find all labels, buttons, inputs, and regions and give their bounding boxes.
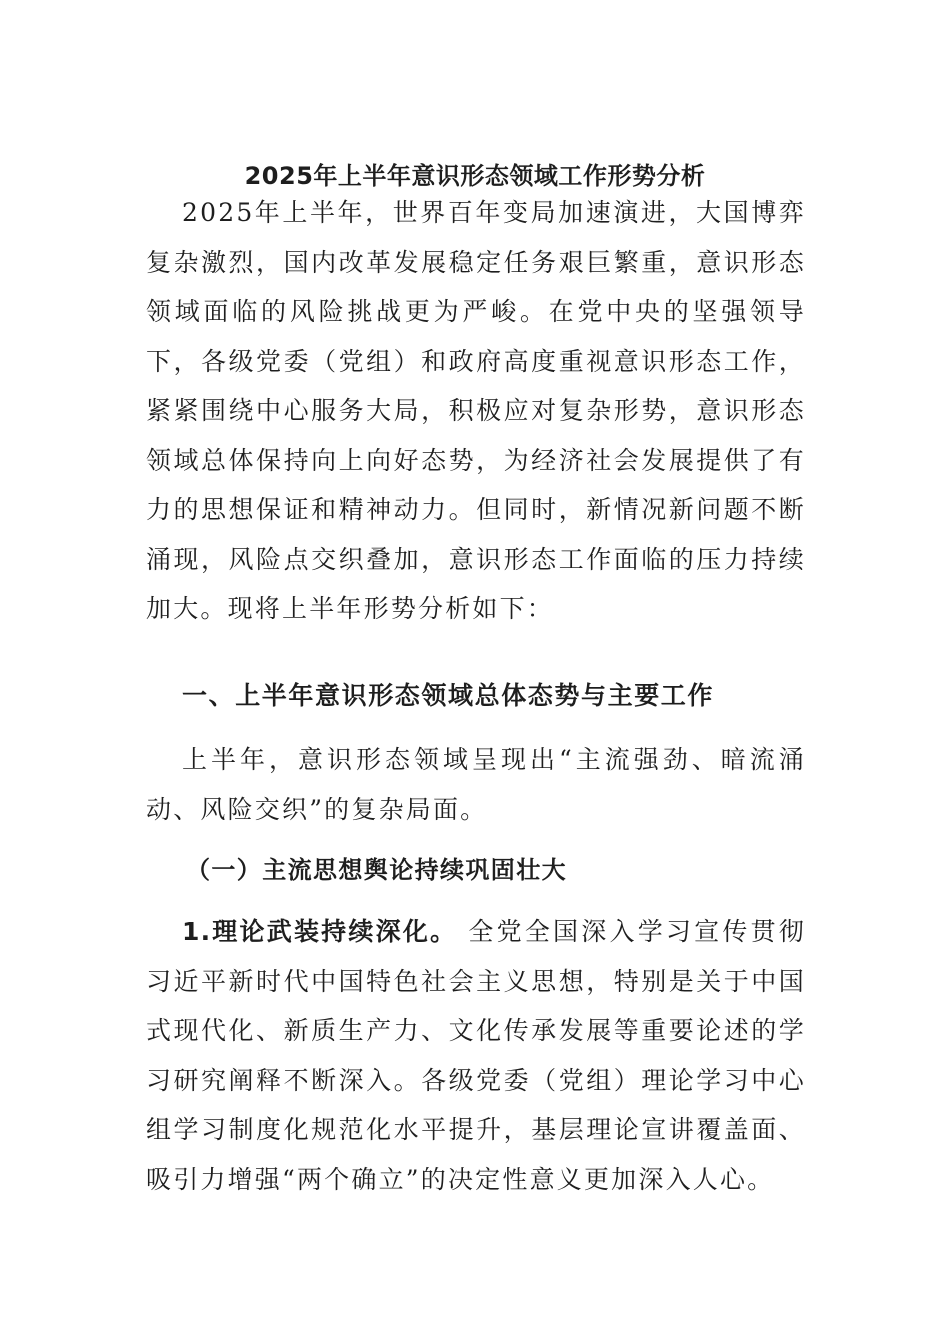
section-heading: 一、上半年意识形态领域总体态势与主要工作: [182, 681, 715, 710]
item-lead: 1.理论武装持续深化。: [182, 917, 458, 946]
document-title: 2025年上半年意识形态领域工作形势分析: [244, 162, 706, 190]
item-body: 全党全国深入学习宣传贯彻习近平新时代中国特色社会主义思想，特别是关于中国式现代化、新质生产力、文化传承发展等重要论述的学习研究阐释不断深入。各级党委（党组）理论学习中心组学习制度化规范化水平提升，基层理论宣讲覆盖面、吸引力增强“两个确立”的决定性意义更加深入人心。: [146, 917, 806, 1194]
subsection-heading: （一）主流思想舆论持续巩固壮大: [186, 856, 567, 884]
section-intro-paragraph: 上半年，意识形态领域呈现出“主流强劲、暗流涌动、风险交织”的复杂局面。: [146, 745, 806, 824]
item-paragraph: [146, 907, 806, 1204]
intro-paragraph: 2025年上半年，世界百年变局加速演进，大国博弈复杂激烈，国内改革发展稳定任务艰巨繁重，意识形态领域面临的风险挑战更为严峻。在党中央的坚强领导下，各级党委（党组）和政府高度重视意识形态工作，紧紧围绕中心服务大局，积极应对复杂形势，意识形态领域总体保持向上向好态势，为经济社会发展提供了有力的思想保证和精神动力。但同时，新情况新问题不断涌现，风险点交织叠加，意识形态工作面临的压力持续加大。现将上半年形势分析如下：: [146, 198, 806, 623]
